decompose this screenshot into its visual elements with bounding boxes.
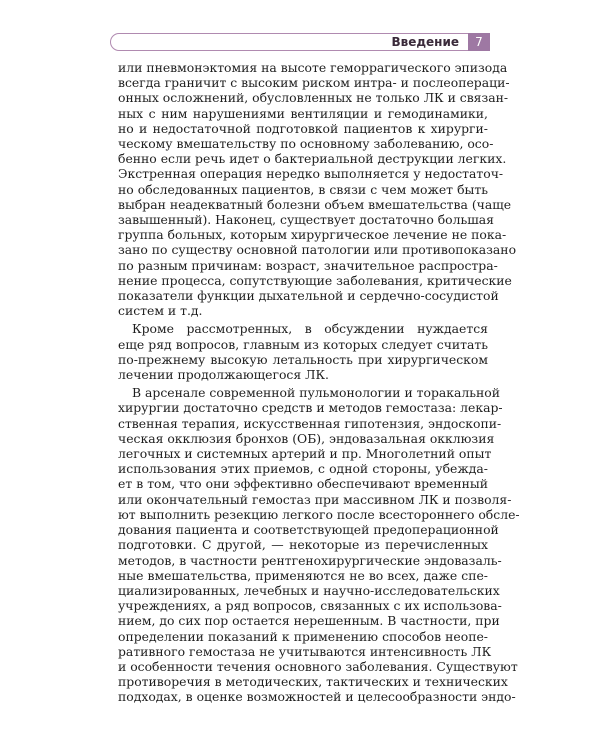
text-line: выбран неадекватный болезни объем вмешательства (чаще — [118, 196, 512, 212]
body-text — [118, 60, 520, 708]
text-line: и особенности течения основного заболевания. Существуют — [118, 658, 518, 674]
text-line: лечении продолжающегося ЛК. — [118, 367, 329, 383]
text-line: группа больных, которым хирургическое лечение не пока- — [118, 227, 507, 243]
text-line: или пневмонэктомия на высоте геморрагического эпизода — [118, 60, 508, 75]
text-line: противоречия в методических, тактических и технических — [118, 674, 508, 690]
text-line: всегда граничит с высоким риском интра- и послеопераци- — [118, 75, 510, 91]
text-line: ративного гемостаза не учитываются интенсивность ЛК — [118, 643, 492, 659]
text-line: ет в том, что они эффективно обеспечивают временный — [118, 476, 488, 492]
text-line: ческому вмешательству по основному заболеванию, осо- — [118, 136, 494, 152]
running-header — [110, 33, 490, 51]
text-line: Экстренная операция нередко выполняется у недостаточ- — [118, 166, 504, 182]
paragraph-2 — [118, 321, 488, 382]
paragraph-3 — [118, 385, 520, 705]
text-line: систем и т.д. — [118, 303, 203, 319]
text-line: учреждениях, а ряд вопросов, связанных с их использова- — [118, 598, 502, 614]
text-line: по разным причинам: возраст, значительное распростра- — [118, 257, 498, 273]
text-line: нием, до сих пор остается нерешенным. В частности, при — [118, 613, 500, 629]
text-line: бенно если речь идет о бактериальной деструкции легких. — [118, 151, 507, 167]
text-line: зано по существу основной патологии или противопоказано — [118, 242, 517, 258]
text-line: ственная терапия, искусственная гипотензия, эндоскопи- — [118, 415, 502, 431]
text-line: завышенный). Наконец, существует достаточно большая — [118, 212, 494, 228]
text-line: но обследованных пациентов, в связи с чем может быть — [118, 181, 488, 197]
text-line: дования пациента и соответствующей предоперационной — [118, 522, 499, 538]
text-line: В арсенале современной пульмонологии и торакальной — [132, 385, 501, 401]
text-line: по-прежнему высокую летальность при хирургическом — [118, 351, 488, 367]
text-line: легочных и системных артерий и пр. Многолетний опыт — [118, 446, 492, 462]
text-line: хирургии достаточно средств и методов гемостаза: лекар- — [118, 400, 503, 416]
section-title: Введение — [391, 35, 459, 49]
text-line: определении показаний к применению способов неопе- — [118, 628, 488, 644]
text-line: но и недостаточной подготовкой пациентов к хирурги- — [118, 120, 488, 136]
text-line: подготовки. С другой, — некоторые из перечисленных — [118, 537, 488, 553]
text-line: ных с ним нарушениями вентиляции и гемодинамики, — [118, 105, 488, 121]
text-line: методов, в частности рентгенохирургические эндовазаль- — [118, 552, 502, 568]
text-line: использования этих приемов, с одной стороны, убежда- — [118, 461, 488, 477]
text-line: Кроме рассмотренных, в обсуждении нуждается — [132, 321, 488, 337]
text-line: еще ряд вопросов, главным из которых следует считать — [118, 336, 488, 352]
text-line: нение процесса, сопутствующие заболевания, критические — [118, 272, 512, 288]
text-line: онных осложнений, обусловленных не только ЛК и связан- — [118, 90, 509, 106]
text-line: ют выполнить резекцию легкого после всестороннего обсле- — [118, 506, 520, 522]
text-line: ные вмешательства, применяются не во всех, даже спе- — [118, 567, 488, 583]
text-line: циализированных, лечебных и научно-исследовательских — [118, 582, 500, 598]
page-number: 7 — [468, 33, 490, 51]
text-line: или окончательный гемостаз при массивном ЛК и позволя- — [118, 491, 512, 507]
text-line: показатели функции дыхательной и сердечно-сосудистой — [118, 288, 499, 304]
text-line: подходах, в оценке возможностей и целесообразности эндо- — [118, 689, 516, 705]
paragraph-1 — [118, 60, 517, 319]
text-line: ческая окклюзия бронхов (ОБ), эндовазальная окклюзия — [118, 430, 495, 446]
